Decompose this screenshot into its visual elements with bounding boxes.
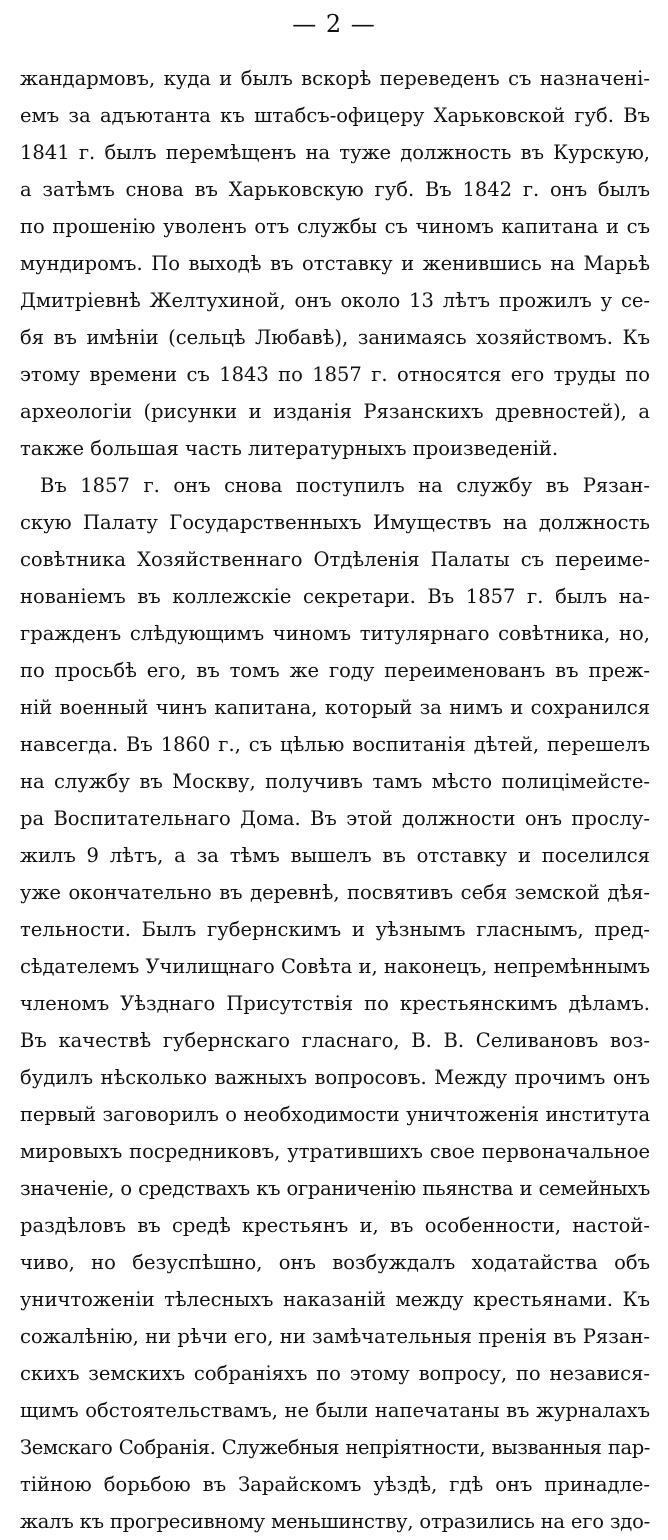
text-line: раздѣловъ въ средѣ крестьянъ и, въ особенности, настой-: [20, 1214, 650, 1237]
paragraph-start-line: Въ 1857 г. онъ снова поступилъ на службу въ Рязан-: [40, 474, 650, 497]
text-line: этому времени съ 1843 по 1857 г. относятся его труды по: [20, 363, 650, 386]
text-line: по просьбѣ его, въ томъ же году переименованъ въ преж-: [20, 659, 650, 682]
text-line: сожалѣнію, ни рѣчи его, ни замѣчательныя пренія въ Рязан-: [20, 1325, 650, 1348]
text-line: будилъ нѣсколько важныхъ вопросовъ. Между прочимъ онъ: [20, 1066, 650, 1089]
text-line: уничтоженіи тѣлесныхъ наказаній между крестьянами. Къ: [20, 1288, 650, 1311]
text-line: скую Палату Государственныхъ Имуществъ на должность: [20, 511, 650, 534]
page-number-header: — 2 —: [292, 10, 376, 38]
text-line: гражденъ слѣдующимъ чиномъ титулярнаго совѣтника, но,: [20, 622, 650, 645]
text-line: сѣдателемъ Училищнаго Совѣта и, наконецъ, непремѣннымъ: [20, 955, 650, 978]
text-line: нованіемъ въ коллежскіе секретари. Въ 1857 г. былъ на-: [20, 585, 650, 608]
text-line: мировыхъ посредниковъ, утратившихъ свое первоначальное: [20, 1140, 650, 1163]
text-line: мундиромъ. По выходѣ въ отставку и женившись на Марьѣ: [20, 252, 650, 275]
text-line: емъ за адъютанта къ штабсъ-офицеру Харьковской губ. Въ: [20, 104, 650, 127]
text-line: тійною борьбою въ Зарайскомъ уѣздѣ, гдѣ онъ принадле-: [20, 1473, 650, 1496]
text-line: 1841 г. былъ перемѣщенъ на туже должность въ Курскую,: [20, 141, 650, 164]
text-line: уже окончательно въ деревнѣ, посвятивъ себя земской дѣя-: [20, 881, 650, 904]
text-line: Въ качествѣ губернскаго гласнаго, В. В. Селивановъ воз-: [20, 1029, 650, 1052]
body-text: [20, 60, 650, 1540]
text-line: жилъ 9 лѣтъ, а за тѣмъ вышелъ въ отставку и поселился: [20, 844, 650, 867]
text-line: также большая часть литературныхъ произведеній.: [20, 437, 559, 460]
text-line: первый заговорилъ о необходимости уничтоженія института: [20, 1103, 650, 1126]
text-line: а затѣмъ снова въ Харьковскую губ. Въ 1842 г. онъ былъ: [20, 178, 650, 201]
text-line: на службу въ Москву, получивъ тамъ мѣсто полицімейсте-: [20, 770, 650, 793]
text-line: археологіи (рисунки и изданія Рязанскихъ древностей), а: [20, 400, 650, 423]
text-line: бя въ имѣніи (сельцѣ Любавѣ), занимаясь хозяйствомъ. Къ: [20, 326, 650, 349]
text-line: тельности. Былъ губернскимъ и уѣзнымъ гласнымъ, пред-: [20, 918, 650, 941]
text-line: Дмитріевнѣ Желтухиной, онъ около 13 лѣтъ прожилъ у се-: [20, 289, 650, 312]
text-line: жандармовъ, куда и былъ вскорѣ переведенъ съ назначені-: [20, 67, 650, 90]
text-line: ній военный чинъ капитана, который за нимъ и сохранился: [20, 696, 650, 719]
text-line: навсегда. Въ 1860 г., съ цѣлью воспитанія дѣтей, перешелъ: [20, 733, 650, 756]
text-line: членомъ Уѣзднаго Присутствія по крестьянскимъ дѣламъ.: [20, 992, 650, 1015]
text-line: значеніе, о средствахъ къ ограниченію пьянства и семейныхъ: [20, 1177, 650, 1200]
text-line: по прошенію уволенъ отъ службы съ чиномъ капитана и съ: [20, 215, 650, 238]
text-line: Земскаго Собранія. Служебныя непріятности, вызванныя пар-: [20, 1436, 650, 1459]
text-line: чиво, но безуспѣшно, онъ возбуждалъ ходатайства объ: [20, 1251, 650, 1274]
text-line: жалъ къ прогресивному меньшинству, отразились на его здо-: [20, 1510, 650, 1533]
text-line: щимъ обстоятельствамъ, не были напечатаны въ журналахъ: [20, 1399, 650, 1422]
text-line: скихъ земскихъ собраніяхъ по этому вопросу, по независя-: [20, 1362, 650, 1385]
text-line: ра Воспитательнаго Дома. Въ этой должности онъ прослу-: [20, 807, 650, 830]
text-line: совѣтника Хозяйственнаго Отдѣленія Палаты съ переиме-: [20, 548, 650, 571]
